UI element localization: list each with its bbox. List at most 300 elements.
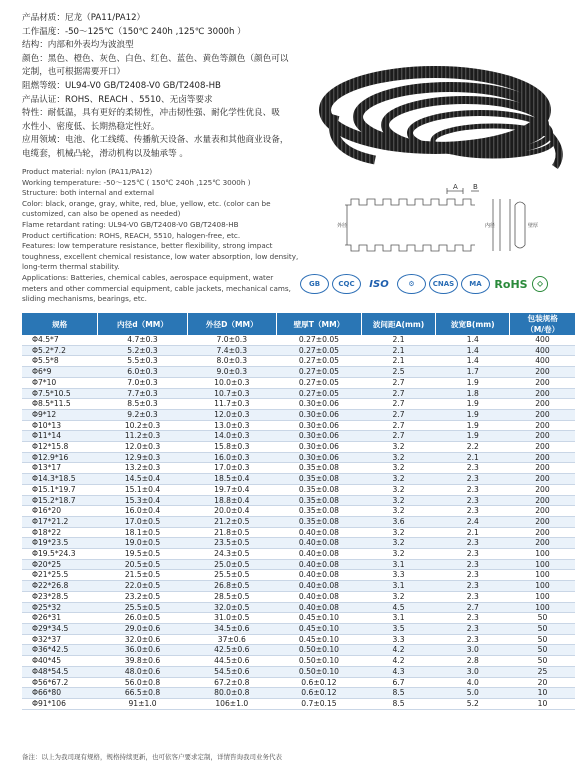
table-row [22,602,575,613]
value-cell: 5.0 [436,688,510,699]
spec-cell: Φ66*80 [22,688,98,699]
value-cell: 200 [510,442,575,453]
value-cell: 8.5±0.3 [98,399,187,410]
value-cell: 3.5 [361,623,435,634]
value-cell: 0.27±0.05 [276,367,361,378]
value-cell: 26.0±0.5 [98,613,187,624]
value-cell: 4.2 [361,645,435,656]
value-cell: 0.45±0.10 [276,613,361,624]
table-row [22,666,575,677]
spec-cell: Φ36*42.5 [22,645,98,656]
table-row [22,335,575,345]
value-cell: 1.9 [436,409,510,420]
value-cell: 3.6 [361,516,435,527]
value-cell: 34.5±0.6 [187,623,276,634]
column-header: 壁厚T（MM） [276,313,361,335]
value-cell: 15.3±0.4 [98,495,187,506]
cn-spec-line: 应用领域：电池、化工线缆、传播航天设备、水量表和其他商业设备， [22,135,289,146]
table-row [22,409,575,420]
value-cell: 36.0±0.6 [98,645,187,656]
cn-spec-line: 结构：内部和外表均为波浪型 [22,40,134,51]
value-cell: 1.4 [436,345,510,356]
table-row [22,591,575,602]
value-cell: 0.30±0.06 [276,442,361,453]
value-cell: 0.35±0.08 [276,474,361,485]
value-cell: 0.35±0.08 [276,516,361,527]
spec-cell: Φ17*21.2 [22,516,98,527]
value-cell: 24.3±0.5 [187,549,276,560]
value-cell: 48.0±0.6 [98,666,187,677]
value-cell: 0.35±0.08 [276,484,361,495]
value-cell: 7.0±0.3 [98,377,187,388]
value-cell: 200 [510,452,575,463]
table-row [22,442,575,453]
spec-cell: Φ25*32 [22,602,98,613]
value-cell: 2.7 [361,409,435,420]
diagram-label-inner: 内径 [485,223,496,229]
value-cell: 0.40±0.08 [276,549,361,560]
value-cell: 1.9 [436,377,510,388]
en-spec-line: customized, can also be opened as needed) [22,209,181,219]
value-cell: 4.7±0.3 [98,335,187,345]
value-cell: 200 [510,463,575,474]
value-cell: 0.27±0.05 [276,388,361,399]
value-cell: 11.2±0.3 [98,431,187,442]
value-cell: 200 [510,367,575,378]
cn-spec-line: 定制，也可根据需要开口） [22,67,126,78]
value-cell: 17.0±0.3 [187,463,276,474]
value-cell: 19.0±0.5 [98,538,187,549]
value-cell: 13.2±0.3 [98,463,187,474]
value-cell: 12.0±0.3 [187,409,276,420]
value-cell: 100 [510,559,575,570]
value-cell: 3.1 [361,581,435,592]
value-cell: 37±0.6 [187,634,276,645]
product-photo [305,55,575,175]
value-cell: 42.5±0.6 [187,645,276,656]
value-cell: 2.1 [436,452,510,463]
value-cell: 3.1 [361,613,435,624]
value-cell: 4.3 [361,666,435,677]
value-cell: 31.0±0.5 [187,613,276,624]
en-spec-line: toughness, excellent chemical resistance, low water absorption, low density, [22,251,299,261]
cn-spec-line: 阻燃等级：UL94-V0 GB/T2408-V0 GB/T2408-HB [22,80,221,91]
value-cell: 2.4 [436,516,510,527]
value-cell: 0.40±0.08 [276,559,361,570]
value-cell: 2.8 [436,656,510,667]
value-cell: 2.1 [361,356,435,367]
cqc-cert-icon: CQC [332,274,361,294]
table-row [22,495,575,506]
value-cell: 11.7±0.3 [187,399,276,410]
table-row [22,645,575,656]
table-row [22,367,575,378]
table-row [22,345,575,356]
spec-cell: Φ48*54.5 [22,666,98,677]
cn-spec-line: 产品材质：尼龙（PA11/PA12） [22,13,146,23]
column-header: 规格 [22,313,98,335]
value-cell: 10.2±0.3 [98,420,187,431]
table-row [22,688,575,699]
column-header: 内径d（MM） [98,313,187,335]
value-cell: 21.8±0.5 [187,527,276,538]
table-row [22,613,575,624]
value-cell: 3.2 [361,527,435,538]
value-cell: 0.50±0.10 [276,645,361,656]
value-cell: 0.30±0.06 [276,399,361,410]
column-header: 包装规格 （M/卷） [510,313,575,335]
value-cell: 0.35±0.08 [276,506,361,517]
value-cell: 200 [510,388,575,399]
value-cell: 16.0±0.4 [98,506,187,517]
value-cell: 3.0 [436,666,510,677]
value-cell: 200 [510,516,575,527]
value-cell: 2.3 [436,581,510,592]
value-cell: 32.0±0.6 [98,634,187,645]
value-cell: 0.40±0.08 [276,570,361,581]
value-cell: 13.0±0.3 [187,420,276,431]
value-cell: 2.7 [361,420,435,431]
value-cell: 23.2±0.5 [98,591,187,602]
value-cell: 0.7±0.15 [276,698,361,709]
value-cell: 200 [510,474,575,485]
cn-spec-line: 工作温度：-50～125℃（150℃ 240h ,125℃ 3000h ） [22,26,246,37]
value-cell: 25.5±0.5 [98,602,187,613]
value-cell: 3.2 [361,549,435,560]
value-cell: 4.5 [361,602,435,613]
value-cell: 50 [510,634,575,645]
value-cell: 0.27±0.05 [276,345,361,356]
en-spec-line: long-term thermal stability. [22,262,120,272]
value-cell: 2.3 [436,506,510,517]
value-cell: 2.3 [436,549,510,560]
spec-cell: Φ7.5*10.5 [22,388,98,399]
spec-cell: Φ9*12 [22,409,98,420]
value-cell: 50 [510,623,575,634]
value-cell: 3.0 [436,645,510,656]
value-cell: 106±1.0 [187,698,276,709]
value-cell: 0.40±0.08 [276,538,361,549]
value-cell: 0.45±0.10 [276,634,361,645]
value-cell: 3.3 [361,570,435,581]
en-spec-line: Product certification: ROHS, REACH, 5510, halogen-free, etc. [22,230,241,240]
ma-cert-icon: MA [461,274,490,294]
iso-cert-icon: ISO [369,278,389,290]
value-cell: 4.2 [361,656,435,667]
value-cell: 2.7 [361,399,435,410]
value-cell: 20.0±0.4 [187,506,276,517]
value-cell: 0.30±0.06 [276,431,361,442]
value-cell: 2.7 [361,377,435,388]
value-cell: 2.3 [436,613,510,624]
value-cell: 3.2 [361,442,435,453]
en-spec-line: meters and other commercial equipment, cable jackets, mechanical cams, [22,283,291,293]
spec-cell: Φ12*15.8 [22,442,98,453]
value-cell: 100 [510,602,575,613]
value-cell: 8.5 [361,698,435,709]
en-spec-line: Structure: both internal and external [22,188,155,198]
table-row [22,559,575,570]
value-cell: 12.0±0.3 [98,442,187,453]
table-row [22,656,575,667]
value-cell: 400 [510,345,575,356]
value-cell: 3.2 [361,463,435,474]
table-body [22,335,575,709]
spec-cell: Φ13*17 [22,463,98,474]
value-cell: 200 [510,506,575,517]
en-spec-line: Color: black, orange, gray, white, red, blue, yellow, etc. (color can be [22,198,271,208]
spec-cell: Φ16*20 [22,506,98,517]
table-row [22,677,575,688]
value-cell: 2.7 [361,431,435,442]
value-cell: 0.40±0.08 [276,591,361,602]
table-row [22,506,575,517]
value-cell: 0.40±0.08 [276,602,361,613]
value-cell: 3.2 [361,452,435,463]
value-cell: 44.5±0.6 [187,656,276,667]
value-cell: 25.5±0.5 [187,570,276,581]
value-cell: 3.2 [361,538,435,549]
value-cell: 1.9 [436,399,510,410]
value-cell: 200 [510,527,575,538]
value-cell: 10.0±0.3 [187,377,276,388]
table-row [22,377,575,388]
value-cell: 19.5±0.5 [98,549,187,560]
table-row [22,634,575,645]
leaf-icon: ⬦ [532,276,548,292]
value-cell: 2.7 [436,602,510,613]
value-cell: 200 [510,484,575,495]
value-cell: 26.8±0.5 [187,581,276,592]
value-cell: 0.6±0.12 [276,677,361,688]
value-cell: 3.2 [361,591,435,602]
value-cell: 100 [510,591,575,602]
diagram-label-b: B [473,183,478,191]
value-cell: 15.8±0.3 [187,442,276,453]
value-cell: 1.7 [436,367,510,378]
spec-cell: Φ4.5*7 [22,335,98,345]
value-cell: 91±1.0 [98,698,187,709]
table-row [22,463,575,474]
value-cell: 20.5±0.5 [98,559,187,570]
value-cell: 3.3 [361,634,435,645]
value-cell: 6.7 [361,677,435,688]
table-row [22,698,575,709]
value-cell: 21.2±0.5 [187,516,276,527]
value-cell: 200 [510,495,575,506]
en-spec-line: Applications: Batteries, chemical cables, aerospace equipment, water [22,272,274,282]
value-cell: 3.2 [361,474,435,485]
value-cell: 50 [510,613,575,624]
en-spec-line: Flame retardant rating: UL94-V0 GB/T2408-V0 GB/T2408-HB [22,219,239,229]
value-cell: 7.7±0.3 [98,388,187,399]
value-cell: 100 [510,549,575,560]
spec-cell: Φ6*9 [22,367,98,378]
value-cell: 0.35±0.08 [276,463,361,474]
column-header: 波间距A(mm) [361,313,435,335]
value-cell: 0.6±0.12 [276,688,361,699]
spec-cell: Φ40*45 [22,656,98,667]
spec-cell: Φ29*34.5 [22,623,98,634]
value-cell: 50 [510,656,575,667]
value-cell: 2.2 [436,442,510,453]
en-spec-line: Working temperature: -50～125℃ ( 150℃ 240h ,125℃ 3000h ) [22,177,251,187]
value-cell: 2.1 [361,345,435,356]
en-spec-line: Features: low temperature resistance, better flexibility, strong impact [22,241,273,251]
en-spec-line: Product material: nylon (PA11/PA12) [22,167,153,176]
diagram-label-wall: 壁厚 [528,223,539,229]
value-cell: 0.27±0.05 [276,335,361,345]
table-row [22,452,575,463]
value-cell: 2.7 [361,388,435,399]
value-cell: 0.27±0.05 [276,377,361,388]
spec-table [22,313,575,710]
english-specs [22,167,312,305]
value-cell: 2.1 [436,527,510,538]
value-cell: 2.3 [436,484,510,495]
value-cell: 50 [510,645,575,656]
spec-cell: Φ8.5*11.5 [22,399,98,410]
value-cell: 2.3 [436,634,510,645]
table-row [22,581,575,592]
spec-cell: Φ11*14 [22,431,98,442]
rohs-cert-icon: RoHS [494,277,528,291]
table-row [22,474,575,485]
value-cell: 0.50±0.10 [276,666,361,677]
value-cell: 200 [510,431,575,442]
value-cell: 28.5±0.5 [187,591,276,602]
value-cell: 4.0 [436,677,510,688]
value-cell: 0.50±0.10 [276,656,361,667]
value-cell: 15.1±0.4 [98,484,187,495]
value-cell: 23.5±0.5 [187,538,276,549]
value-cell: 2.3 [436,559,510,570]
table-row [22,516,575,527]
table-row [22,484,575,495]
spec-cell: Φ91*106 [22,698,98,709]
value-cell: 22.0±0.5 [98,581,187,592]
value-cell: 54.5±0.6 [187,666,276,677]
value-cell: 67.2±0.8 [187,677,276,688]
value-cell: 200 [510,420,575,431]
value-cell: 200 [510,399,575,410]
value-cell: 29.0±0.6 [98,623,187,634]
value-cell: 20 [510,677,575,688]
spec-cell: Φ19.5*24.3 [22,549,98,560]
spec-cell: Φ5.5*8 [22,356,98,367]
spec-cell: Φ19*23.5 [22,538,98,549]
cn-spec-line: 水性小、密度低、长期热稳定性好。 [22,121,160,132]
value-cell: 400 [510,335,575,345]
gear-cert-icon: ⚙ [397,274,426,294]
value-cell: 10 [510,688,575,699]
value-cell: 14.5±0.4 [98,474,187,485]
chinese-specs [22,12,322,162]
value-cell: 2.3 [436,474,510,485]
value-cell: 14.0±0.3 [187,431,276,442]
value-cell: 2.1 [361,335,435,345]
spec-cell: Φ12.9*16 [22,452,98,463]
value-cell: 0.45±0.10 [276,623,361,634]
value-cell: 2.3 [436,591,510,602]
table-row [22,356,575,367]
value-cell: 18.8±0.4 [187,495,276,506]
table-row [22,538,575,549]
diagram-label-outer: 外径 [337,223,348,229]
value-cell: 25.0±0.5 [187,559,276,570]
en-spec-line: sliding mechanisms, bearings, etc. [22,294,147,304]
diagram-label-a: A [453,183,458,191]
table-row [22,431,575,442]
value-cell: 5.5±0.3 [98,356,187,367]
value-cell: 200 [510,538,575,549]
column-header: 外径D（MM） [187,313,276,335]
value-cell: 17.0±0.5 [98,516,187,527]
table-header-row [22,313,575,335]
table-row [22,623,575,634]
value-cell: 0.30±0.06 [276,409,361,420]
cn-spec-line: 特性：耐低温，具有更好的柔韧性，冲击韧性强、耐化学性优良、吸 [22,108,280,119]
value-cell: 1.4 [436,356,510,367]
value-cell: 19.7±0.4 [187,484,276,495]
value-cell: 10.7±0.3 [187,388,276,399]
value-cell: 2.3 [436,570,510,581]
value-cell: 7.0±0.3 [187,335,276,345]
spec-cell: Φ22*26.8 [22,581,98,592]
value-cell: 1.4 [436,335,510,345]
value-cell: 80.0±0.8 [187,688,276,699]
spec-cell: Φ32*37 [22,634,98,645]
value-cell: 2.5 [361,367,435,378]
value-cell: 39.8±0.6 [98,656,187,667]
spec-cell: Φ15.2*18.7 [22,495,98,506]
value-cell: 3.2 [361,484,435,495]
value-cell: 5.2 [436,698,510,709]
value-cell: 3.2 [361,495,435,506]
table-row [22,570,575,581]
table-row [22,420,575,431]
value-cell: 66.5±0.8 [98,688,187,699]
value-cell: 9.0±0.3 [187,367,276,378]
value-cell: 2.3 [436,495,510,506]
cn-spec-line: 产品认证：ROHS、REACH 、5510、无卤等要求 [22,94,213,105]
value-cell: 8.5 [361,688,435,699]
value-cell: 0.30±0.06 [276,452,361,463]
value-cell: 400 [510,356,575,367]
value-cell: 100 [510,581,575,592]
spec-cell: Φ14.3*18.5 [22,474,98,485]
value-cell: 0.40±0.08 [276,581,361,592]
value-cell: 0.40±0.08 [276,527,361,538]
value-cell: 200 [510,377,575,388]
value-cell: 7.4±0.3 [187,345,276,356]
gb-cert-icon: GB [300,274,329,294]
cn-spec-line: 电缆套，机械凸轮，滑动机构以及轴承等 。 [22,148,189,159]
value-cell: 56.0±0.8 [98,677,187,688]
value-cell: 12.9±0.3 [98,452,187,463]
value-cell: 0.35±0.08 [276,495,361,506]
value-cell: 21.5±0.5 [98,570,187,581]
value-cell: 2.3 [436,538,510,549]
table-row [22,388,575,399]
value-cell: 1.9 [436,431,510,442]
value-cell: 3.1 [361,559,435,570]
cn-spec-line: 颜色：黑色、橙色、灰色、白色、红色、蓝色、黄色等颜色（颜色可以 [22,53,289,64]
footnote: 备注：以上为我司现有规格，规格持续更新，也可依客户要求定制，详情咨询我司业务代表 [22,753,282,761]
spec-cell: Φ18*22 [22,527,98,538]
value-cell: 3.2 [361,506,435,517]
spec-cell: Φ20*25 [22,559,98,570]
